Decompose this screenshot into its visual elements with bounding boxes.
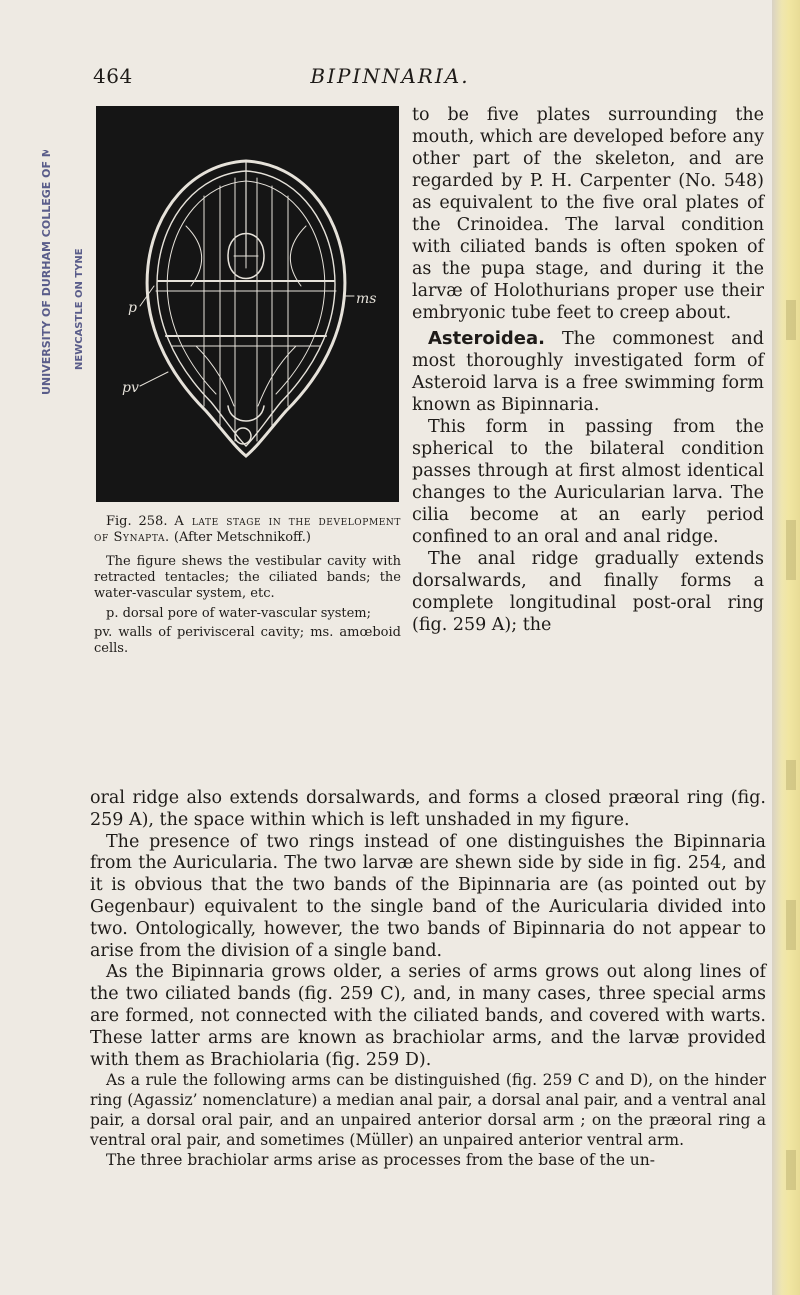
paragraph-bilateral: This form in passing from the spherical to the bilateral condition passes through at first almost identical changes to the Auricularian larva. The cilia become at an early period confined to an oral and anal ridge.: [412, 417, 764, 547]
paragraph-anal-ridge-start: The anal ridge gradually extends dorsalwards, and finally forms a complete longitudinal post-oral ring (fig. 259 A); the: [412, 549, 764, 635]
asteroidea-text: The commonest and most thoroughly investigated form of Asteroid larva is a free swimming form known as Bipinnaria.: [412, 329, 764, 415]
caption-fig-number: Fig. 258.: [106, 514, 168, 529]
caption-title: A late stage in the development of Synapta.: [94, 514, 402, 545]
main-text: [90, 788, 766, 1071]
caption-legend-pv: pv. walls of perivisceral cavity;: [94, 625, 305, 640]
running-title: BIPINNARIA.: [310, 64, 470, 88]
stamp-line-2: NEWCASTLE ON TYNE: [74, 248, 85, 370]
page-header: [0, 64, 780, 94]
label-ms: ms: [356, 291, 377, 307]
figure-258-synapta: [96, 106, 399, 502]
right-column-text: [412, 104, 764, 636]
caption-description: The figure shews the vestibular cavity with retracted tentacles; the ciliated bands; the water-vascular system, etc.: [94, 554, 401, 601]
synapta-larva-illustration: [96, 106, 399, 502]
label-pv: pv: [122, 380, 139, 396]
paragraph-anal-ridge-end: oral ridge also extends dorsalwards, and forms a closed præoral ring (fig. 259 A), the space within which is left unshaded in my figure.: [90, 788, 766, 830]
page-edge: [772, 0, 800, 1295]
caption-legend-pv-ms: [94, 625, 401, 657]
caption-legend-ms: ms. amœboid cells.: [94, 625, 401, 656]
paragraph-brachiolaria: As the Bipinnaria grows older, a series of arms grows out along lines of the two ciliated bands (fig. 259 C), and, in many cases, three special arms are formed, not connected with the ciliated bands, and covered with warts. These latter arms are known as brachiolar arms, and the larvæ provided with them as Brachiolaria (fig. 259 D).: [90, 962, 766, 1070]
caption-legend-p: p. dorsal pore of water-vascular system;: [106, 606, 372, 621]
paragraph-arm-nomenclature: As a rule the following arms can be distinguished (fig. 259 C and D), on the hinder ring (Agassiz’ nomenclature) a median anal pair, a dorsal anal pair, and a ventral anal pair, a dorsal oral pair, and an unpaired anterior dorsal arm ; on the præoral ring a ventral oral pair, and sometimes (Müller) an unpaired anterior ventral arm.: [90, 1071, 766, 1149]
figure-caption: [94, 514, 401, 660]
stamp-line-1: UNIVERSITY OF DURHAM COLLEGE OF MEDICINE: [40, 150, 53, 395]
paragraph-asteroidea: [412, 328, 764, 416]
page-number: 464: [93, 64, 133, 88]
paragraph-brachiolar-arms: The three brachiolar arms arise as processes from the base of the un-: [106, 1151, 656, 1169]
paragraph-two-rings: The presence of two rings instead of one distinguishes the Bipinnaria from the Auricularia. The two larvæ are shewn side by side in fig. 254, and it is obvious that the two bands of the Bipinnaria are (as pointed out by Gegenbaur) equivalent to the single band of the Auricularia divided into two. Ontologically, however, the two bands of Bipinnaria do not appear to arise from the division of a single band.: [90, 831, 766, 961]
label-p: p: [128, 300, 137, 316]
paragraph-intro-continuation: to be five plates surrounding the mouth, which are developed before any other part of the skeleton, and are regarded by P. H. Carpenter (No. 548) as equivalent to the five oral plates of the Crinoidea. The larval condition with ciliated bands is often spoken of as the pupa stage, and during it the larvæ of Holothurians proper use their embryonic tube feet to creep about.: [412, 105, 764, 323]
caption-attribution: (After Metschnikoff.): [173, 530, 311, 545]
small-print-text: [90, 1070, 766, 1170]
section-heading-asteroidea: Asteroidea.: [428, 328, 545, 349]
